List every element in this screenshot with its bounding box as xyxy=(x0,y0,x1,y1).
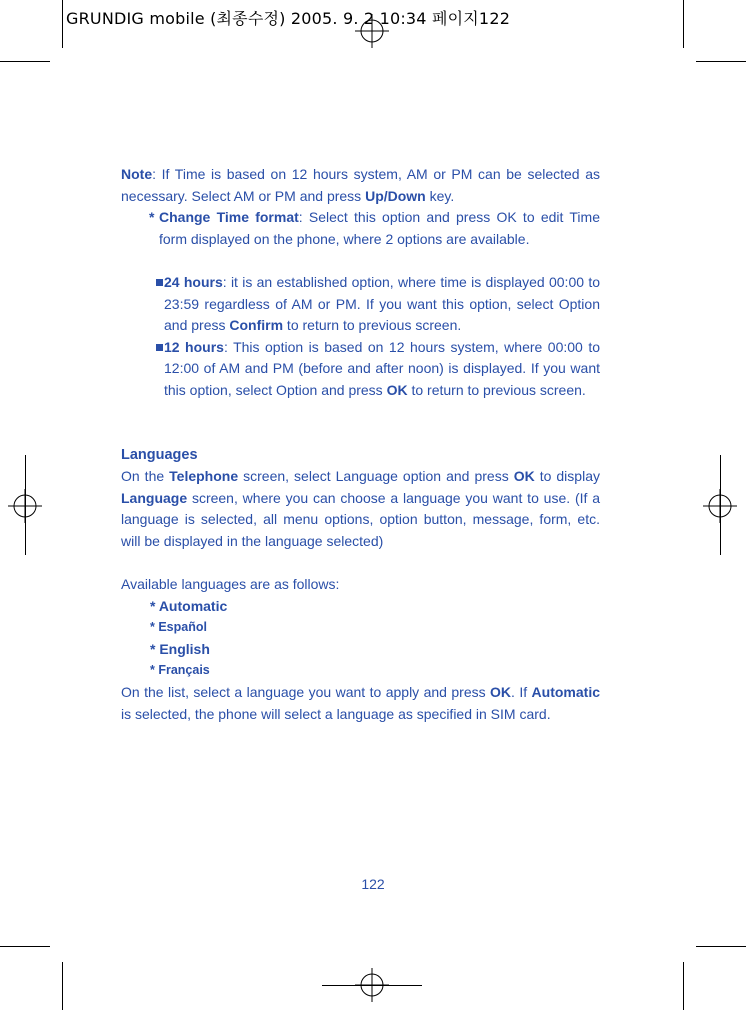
change-time-format-paragraph xyxy=(121,207,600,250)
telephone-screen: Telephone xyxy=(169,468,239,485)
hours-24-text-end: to return to previous screen. xyxy=(283,317,462,334)
crop-mark xyxy=(683,962,684,1010)
language-item-francais: * Français xyxy=(150,663,210,678)
crop-mark xyxy=(683,0,684,48)
crop-mark xyxy=(322,985,422,986)
crop-mark xyxy=(720,455,721,555)
available-languages-intro: Available languages are as follows: xyxy=(121,576,340,593)
crop-mark xyxy=(0,61,50,62)
crop-mark xyxy=(25,455,26,555)
note-paragraph xyxy=(121,164,600,207)
crop-mark xyxy=(696,946,746,947)
square-bullet-icon xyxy=(156,279,163,286)
languages-text: screen, select Language option and press xyxy=(238,468,514,485)
note-label: Note xyxy=(121,166,153,182)
ok-key: OK xyxy=(386,381,408,398)
star-marker: * xyxy=(149,209,155,226)
language-select-paragraph xyxy=(121,682,600,725)
ok-key: OK xyxy=(490,684,512,701)
page-content xyxy=(121,164,600,725)
crop-mark xyxy=(696,61,746,62)
up-down-key: Up/Down xyxy=(365,187,426,204)
language-item-automatic: * Automatic xyxy=(150,597,228,614)
ok-key: OK xyxy=(513,468,535,485)
select-text: On the list, select a language you want to apply and press xyxy=(121,684,491,701)
change-time-format-label: Change Time format xyxy=(159,209,299,226)
languages-text: screen, where you can choose a language you want to use. (If a language is selected, all menu options, option button, message, form, etc. will be displayed in the language selected) xyxy=(121,489,600,549)
hours-24-label: 24 hours xyxy=(164,273,223,290)
languages-text: to display xyxy=(534,468,600,485)
hours-24-text: : it is an established option, where time is displayed 00:00 to 23:59 regardless of AM or PM. If you want this option, select Option and press xyxy=(164,273,600,334)
language-screen: Language xyxy=(121,489,188,506)
crop-mark xyxy=(0,946,50,947)
page-number: 122 xyxy=(361,876,385,892)
hours-12-label: 12 hours xyxy=(164,338,224,355)
hours-12-item xyxy=(121,337,600,402)
confirm-key: Confirm xyxy=(229,317,284,334)
languages-heading: Languages xyxy=(121,446,198,463)
automatic-option: Automatic xyxy=(531,684,600,701)
note-text: : If Time is based on 12 hours system, AM or PM can be selected as necessary. Select AM or PM and press xyxy=(121,166,600,204)
hours-24-item xyxy=(121,272,600,337)
language-item-espanol: * Español xyxy=(150,620,207,635)
language-item-english: * English xyxy=(150,640,210,657)
select-text: is selected, the phone will select a language as specified in SIM card. xyxy=(121,705,551,722)
hours-12-text-end: to return to previous screen. xyxy=(407,381,586,398)
note-text-end: key. xyxy=(425,187,455,204)
languages-text: On the xyxy=(121,468,170,485)
hours-12-text: : This option is based on 12 hours system, where 00:00 to 12:00 of AM and PM (before and after noon) is displayed. If you want this option, select Option and press xyxy=(164,338,600,398)
change-time-format-text: : Select this option and press OK to edit Time form displayed on the phone, where 2 options are available. xyxy=(159,209,600,247)
crop-mark xyxy=(62,962,63,1010)
select-text: . If xyxy=(511,684,532,701)
crop-mark xyxy=(62,0,63,48)
square-bullet-icon xyxy=(156,344,163,351)
print-header: GRUNDIG mobile (최종수정) 2005. 9. 2 10:34 페이지122 xyxy=(66,9,511,28)
languages-paragraph xyxy=(121,466,600,552)
